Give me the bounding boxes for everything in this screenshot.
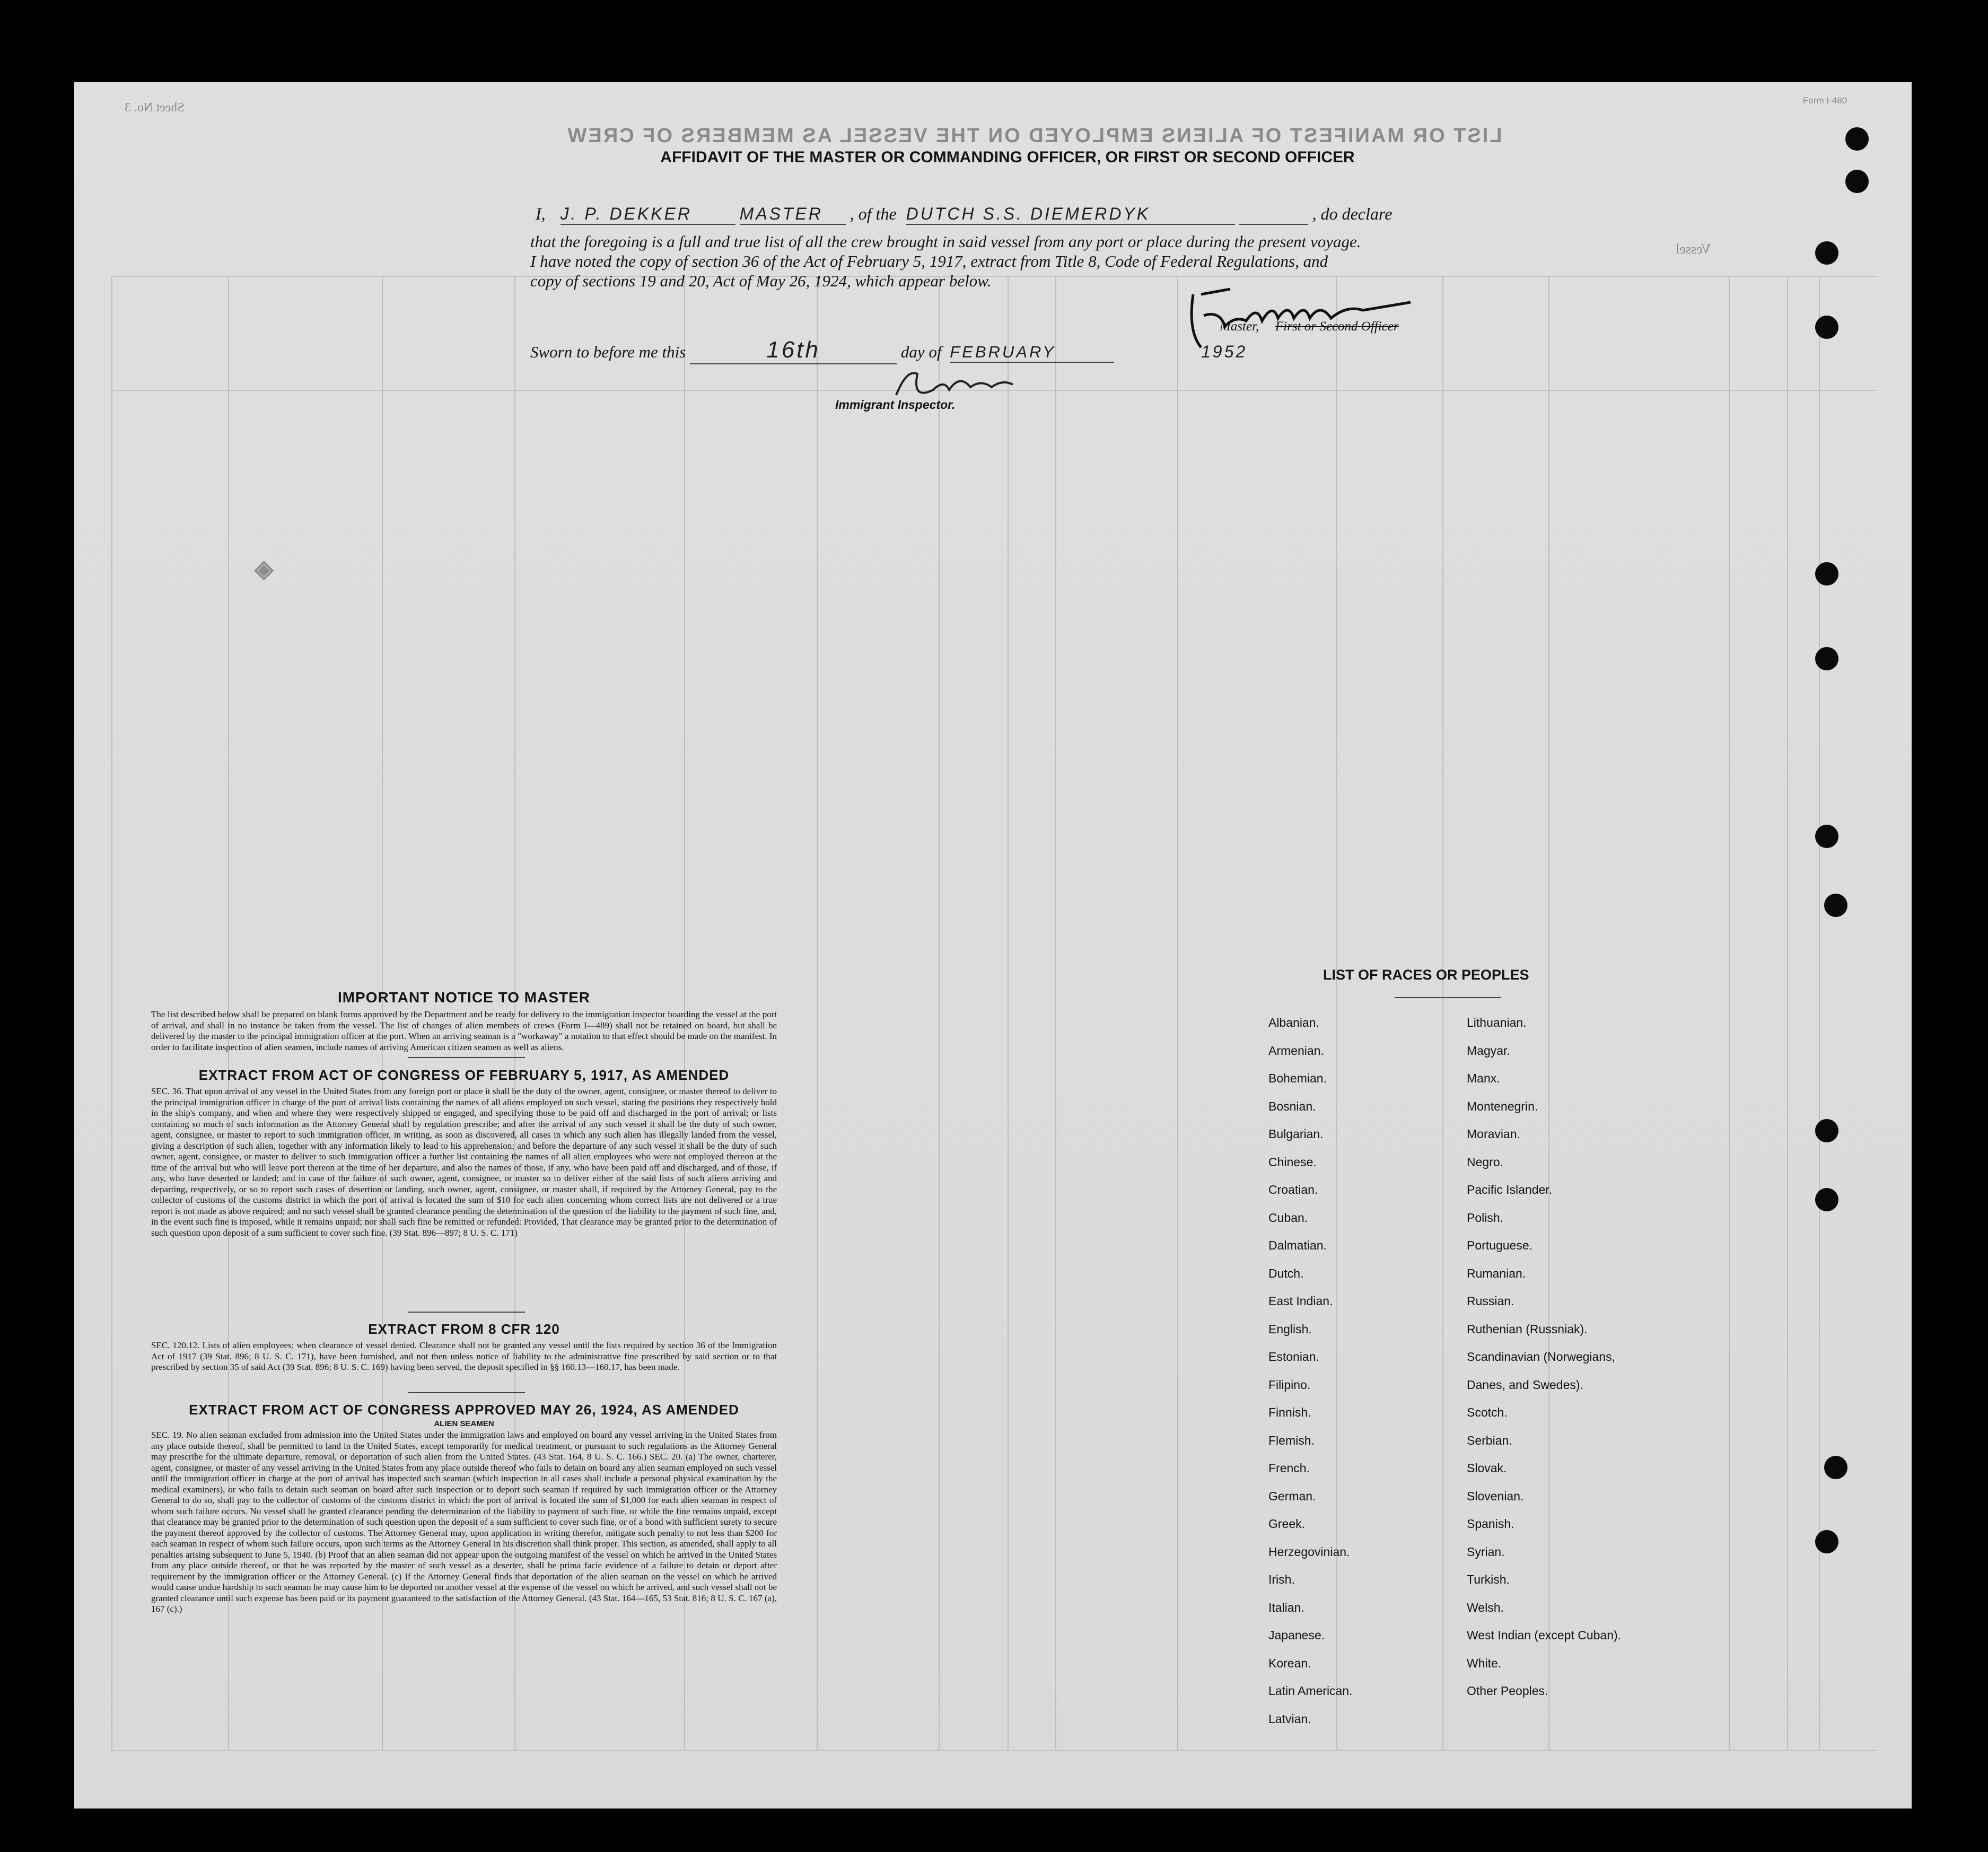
affidavit-i: I, — [536, 204, 546, 223]
column-rule — [1008, 276, 1009, 1750]
affidavit-title: AFFIDAVIT OF THE MASTER OR COMMANDING OFFICER, OR FIRST OR SECOND OFFICER — [660, 148, 1355, 166]
extract-1924-body: SEC. 19. No alien seaman excluded from admission into the United States under the immigration laws and employed on board any vessel arriving in the United States from any place outside thereof, shall be permitted to land in the United States, except temporarily for medical treatment, or pursuant to such regulations as the Attorney General may prescribe for the ultimate departure, removal, or deportation of such alien from the United States. (43 Stat. 164, 8 U. S. C. 166.) SEC. 20. (a) The owner, charterer, agent, consignee, or master of any vessel arriving in the United States from any place outside thereof who fails to detain on board any alien seaman employed on such vessel until the immigration officer in charge at the port of arrival has inspected such seaman (which inspection in all cases shall include a personal physical examination by the medical examiners), or who fails to detain such seaman on board after such inspection or to deport such seaman if required by such immigration officer or the Attorney General to do so, shall pay to the collector of customs of the customs district in which the port of arrival is located the sum of $1,000 for each alien seaman in respect of whom such failure occurs. No vessel shall be granted clearance pending the determination of the liability to payment of such fine, or while the fine remains unpaid, except that clearance may be granted prior to the determination of such question upon the deposit of a sum sufficient to cover such fine, or of a bond with sufficient surety to secure the payment thereof approved by the collector of customs. The Attorney General may, upon application in writing therefor, mitigate such penalty to not less than $200 for each seaman in respect of whom such failure occurs, upon such terms as the Attorney General in his discretion shall think proper. This section, as amended, shall apply to all penalties arising subsequent to June 5, 1940. (b) Proof that an alien seaman did not appear upon the outgoing manifest of the vessel on which he arrived in the United States from any place outside thereof, or that he was reported by the master of such vessel as a deserter, shall be prima facie evidence of a failure to detain or deport after requirement by the immigration officer or the Attorney General. (c) If the Attorney General finds that deportation of the alien seaman on the vessel on which he arrived would cause undue hardship to such seaman he may cause him to be deported on another vessel at the expense of the vessel on which he arrived, and such vessel shall not be granted clearance until such expense has been paid or its payment guaranteed to the satisfaction of the Attorney General. (43 Stat. 164—165, 53 Stat. 816; 8 U. S. C. 167 (a), 167 (c).) — [151, 1430, 777, 1614]
punch-hole — [1815, 1530, 1838, 1553]
race-item: Pacific Islander. — [1467, 1183, 1553, 1196]
race-item: Slovenian. — [1467, 1489, 1524, 1503]
affidavit-line-2: that the foregoing is a full and true list of all the crew brought in said vessel from any port or place during the present voyage. — [530, 232, 1361, 251]
section-divider — [408, 1312, 525, 1313]
race-item: Polish. — [1467, 1210, 1504, 1225]
race-item: Slovak. — [1467, 1461, 1507, 1475]
column-rule — [1442, 276, 1443, 1750]
punch-hole — [1815, 1119, 1838, 1142]
race-item: Filipino. — [1268, 1377, 1311, 1392]
extract-cfr-title: EXTRACT FROM 8 CFR 120 — [368, 1321, 560, 1337]
race-item: Bulgarian. — [1268, 1127, 1324, 1141]
extract-1917-body: SEC. 36. That upon arrival of any vessel in the United States from any foreign port or place it shall be the duty of the owner, agent, consignee, or master thereof to deliver to the principal immigration officer in charge of the port of arrival lists containing the names of all aliens employed on such vessel, stating the positions they respectively hold in the ship's company, and when and where they were respectively shipped or engaged, and specifying those to be paid off and discharged in the port of arrival; or lists containing so much of such information as the Attorney General shall by regulation prescribe; and after the arrival of any such vessel it shall be the duty of such owner, agent, consignee, or master to report to such immigration officer, in writing, as soon as discovered, all cases in which any such alien has illegally landed from the vessel, giving a description of such alien, together with any information likely to lead to his apprehension; and before the departure of any such vessel it shall be the duty of such owner, agent, consignee, or master to deliver to such immigration officer a further list containing the names of all alien employees who were not employed thereon at the time of the arrival but who will leave port thereon at the time of her departure, and also the names of those, if any, who have been paid off and discharged, and of those, if any, who have deserted or landed; and in case of the failure of such owner, agent, consignee, or master so to deliver either of the said lists of such aliens arriving and departing, respectively, or so to report such cases of desertion or landing, such owner, agent, consignee, or master shall, if required by the Attorney General, pay to the collector of customs of the customs district in which the port of arrival is located the sum of $10 for each alien concerning whom correct lists are not delivered or a true report is not made as above required; and no such vessel shall be granted clearance pending the determination of the question of the liability to the payment of such fine, and, in the event such fine is imposed, while it remains unpaid; nor shall such fine be remitted or refunded: Provided, That clearance may be granted prior to the determination of such question upon deposit of a sum sufficient to cover such fine. (39 Stat. 896—897; 8 U. S. C. 171) — [151, 1086, 777, 1238]
race-item: Spanish. — [1467, 1517, 1514, 1531]
race-item: Japanese. — [1268, 1628, 1325, 1642]
notice-title: IMPORTANT NOTICE TO MASTER — [337, 989, 591, 1006]
section-divider — [408, 1392, 525, 1393]
punch-hole — [1815, 825, 1838, 848]
race-item: Bosnian. — [1268, 1099, 1316, 1113]
vessel-label: Vessel — [1676, 241, 1711, 257]
race-item: Latin American. — [1268, 1684, 1353, 1698]
column-rule — [1336, 276, 1337, 1750]
day-of-label: day of — [900, 343, 942, 361]
master-label: Master, — [1220, 319, 1259, 334]
extract-1917-title: EXTRACT FROM ACT OF CONGRESS OF FEBRUARY 5, 1917, AS AMENDED — [198, 1067, 730, 1083]
race-item: English. — [1268, 1322, 1312, 1336]
mirrored-manifest-title: LIST OR MANIFEST OF ALIENS EMPLOYED ON THE VESSEL AS MEMBERS OF CREW — [566, 125, 1502, 147]
race-item: Latvian. — [1268, 1711, 1311, 1726]
race-item: Other Peoples. — [1467, 1684, 1548, 1698]
race-item: Russian. — [1467, 1294, 1514, 1308]
inspector-label: Immigrant Inspector. — [835, 398, 956, 412]
section-divider — [408, 1057, 525, 1058]
extract-1924-title: EXTRACT FROM ACT OF CONGRESS APPROVED MAY 26, 1924, AS AMENDED — [189, 1402, 739, 1418]
race-item: Moravian. — [1467, 1127, 1520, 1141]
column-rule — [111, 276, 112, 1750]
affidavit-do-declare: , do declare — [1312, 204, 1393, 223]
manifest-sheet — [74, 82, 1912, 1809]
punch-hole — [1845, 170, 1869, 193]
race-item: Irish. — [1268, 1573, 1295, 1586]
punch-hole — [1815, 562, 1838, 586]
row-rule — [111, 276, 1877, 277]
column-rule — [1729, 276, 1730, 1750]
column-rule — [939, 276, 940, 1750]
rank-field: MASTER — [740, 204, 846, 225]
sworn-day-field: 16th — [690, 337, 897, 364]
vessel-name-field: DUTCH S.S. DIEMERDYK — [906, 204, 1235, 225]
race-item: Croatian. — [1268, 1183, 1318, 1196]
stamp-mark: ◈ — [255, 555, 274, 582]
punch-hole — [1824, 1456, 1847, 1479]
master-name-field: J. P. DEKKER — [561, 204, 735, 225]
column-rule — [1548, 276, 1549, 1750]
column-rule — [1819, 276, 1820, 1750]
race-item: Albanian. — [1268, 1016, 1319, 1029]
race-item: Greek. — [1268, 1517, 1306, 1531]
race-item: Welsh. — [1467, 1600, 1504, 1614]
column-rule — [1787, 276, 1788, 1750]
race-item: Syrian. — [1467, 1544, 1505, 1559]
race-item: White. — [1467, 1656, 1502, 1670]
row-rule — [111, 1750, 1877, 1751]
race-item: Lithuanian. — [1467, 1016, 1527, 1029]
race-item: Ruthenian (Russniak). — [1467, 1322, 1588, 1336]
race-item: Armenian. — [1268, 1043, 1324, 1058]
notice-body: The list described below shall be prepared on blank forms approved by the Department and be ready for delivery to the immigration inspector boarding the vessel at the port of arrival, and shall in no instance be taken from the vessel. The list of changes of alien members of crews (Form I—489) shall not be retained on board, but shall be delivered by the master to the principal immigration officer at the port. When an arriving seaman is a "workaway" a notation to that effect should be made on the manifest. In order to facilitate inspection of alien seamen, include names of arriving American citizen seamen as well as aliens. — [151, 1009, 777, 1052]
sheet-number: Sheet No. 3 — [125, 101, 185, 115]
race-item: Finnish. — [1268, 1405, 1311, 1419]
punch-hole — [1815, 241, 1838, 265]
affidavit-line-4: copy of sections 19 and 20, Act of May 26, 1924, which appear below. — [530, 272, 992, 290]
sworn-year: 1952 — [1201, 342, 1248, 361]
blank-field — [1239, 204, 1308, 225]
punch-hole — [1815, 1188, 1838, 1211]
race-item: Montenegrin. — [1467, 1099, 1538, 1113]
race-item: Cuban. — [1268, 1210, 1308, 1225]
race-item: German. — [1268, 1489, 1316, 1503]
race-item: Herzegovinian. — [1268, 1544, 1350, 1559]
race-item: Chinese. — [1268, 1155, 1317, 1169]
race-item: Italian. — [1268, 1600, 1304, 1614]
race-item: Turkish. — [1467, 1573, 1510, 1586]
affidavit-line-3: I have noted the copy of section 36 of the Act of February 5, 1917, extract from Title 8, Code of Federal Regulations, and — [530, 252, 1328, 270]
race-item: Danes, and Swedes). — [1467, 1377, 1583, 1392]
race-item: East Indian. — [1268, 1294, 1333, 1308]
punch-hole — [1824, 894, 1847, 917]
extract-cfr-body: SEC. 120.12. Lists of alien employees; when clearance of vessel denied. Clearance shall not be granted any vessel until the lists required by section 36 of the Immigration Act of 1917 (39 Stat. 896; 8 U. S. C. 171), have been furnished, and not then unless notice of liability to the administrative fine prescribed by said section or to that prescribed by section 35 of said Act (39 Stat. 896; 8 U. S. C. 169) having been served, the deposit specified in §§ 160.13—160.17, has been made. — [151, 1340, 777, 1372]
race-item: Scandinavian (Norwegians, — [1467, 1350, 1615, 1364]
race-item: West Indian (except Cuban). — [1467, 1628, 1622, 1642]
race-item: Serbian. — [1467, 1433, 1512, 1447]
race-item: Negro. — [1467, 1155, 1504, 1169]
extract-1924-subtitle: ALIEN SEAMEN — [434, 1419, 494, 1428]
race-item: Flemish. — [1268, 1433, 1315, 1447]
column-rule — [1177, 276, 1178, 1750]
column-rule — [817, 276, 818, 1750]
punch-hole — [1815, 316, 1838, 339]
race-item: Magyar. — [1467, 1043, 1510, 1058]
race-item: Estonian. — [1268, 1350, 1319, 1364]
race-item: Rumanian. — [1467, 1266, 1526, 1280]
race-item: Scotch. — [1467, 1405, 1508, 1419]
section-divider — [1395, 997, 1501, 998]
punch-hole — [1815, 647, 1838, 670]
sworn-prefix: Sworn to before me this — [530, 343, 686, 361]
affidavit-of-the: , of the — [850, 204, 897, 223]
race-item: Dalmatian. — [1268, 1238, 1327, 1252]
punch-hole — [1845, 127, 1869, 151]
race-item: French. — [1268, 1461, 1310, 1475]
race-item: Dutch. — [1268, 1266, 1304, 1280]
race-item: Korean. — [1268, 1656, 1311, 1670]
races-title: LIST OF RACES OR PEOPLES — [1323, 967, 1529, 983]
column-rule — [1055, 276, 1056, 1750]
struck-officer-title: First or Second Officer — [1275, 319, 1399, 334]
month-field: FEBRUARY — [950, 343, 1114, 363]
race-item: Manx. — [1467, 1071, 1500, 1085]
race-item: Bohemian. — [1268, 1071, 1327, 1085]
form-number: Form I-480 — [1803, 95, 1847, 106]
affidavit-line-1 — [536, 204, 1596, 225]
master-signature — [1172, 273, 1469, 353]
race-item: Portuguese. — [1467, 1238, 1533, 1252]
